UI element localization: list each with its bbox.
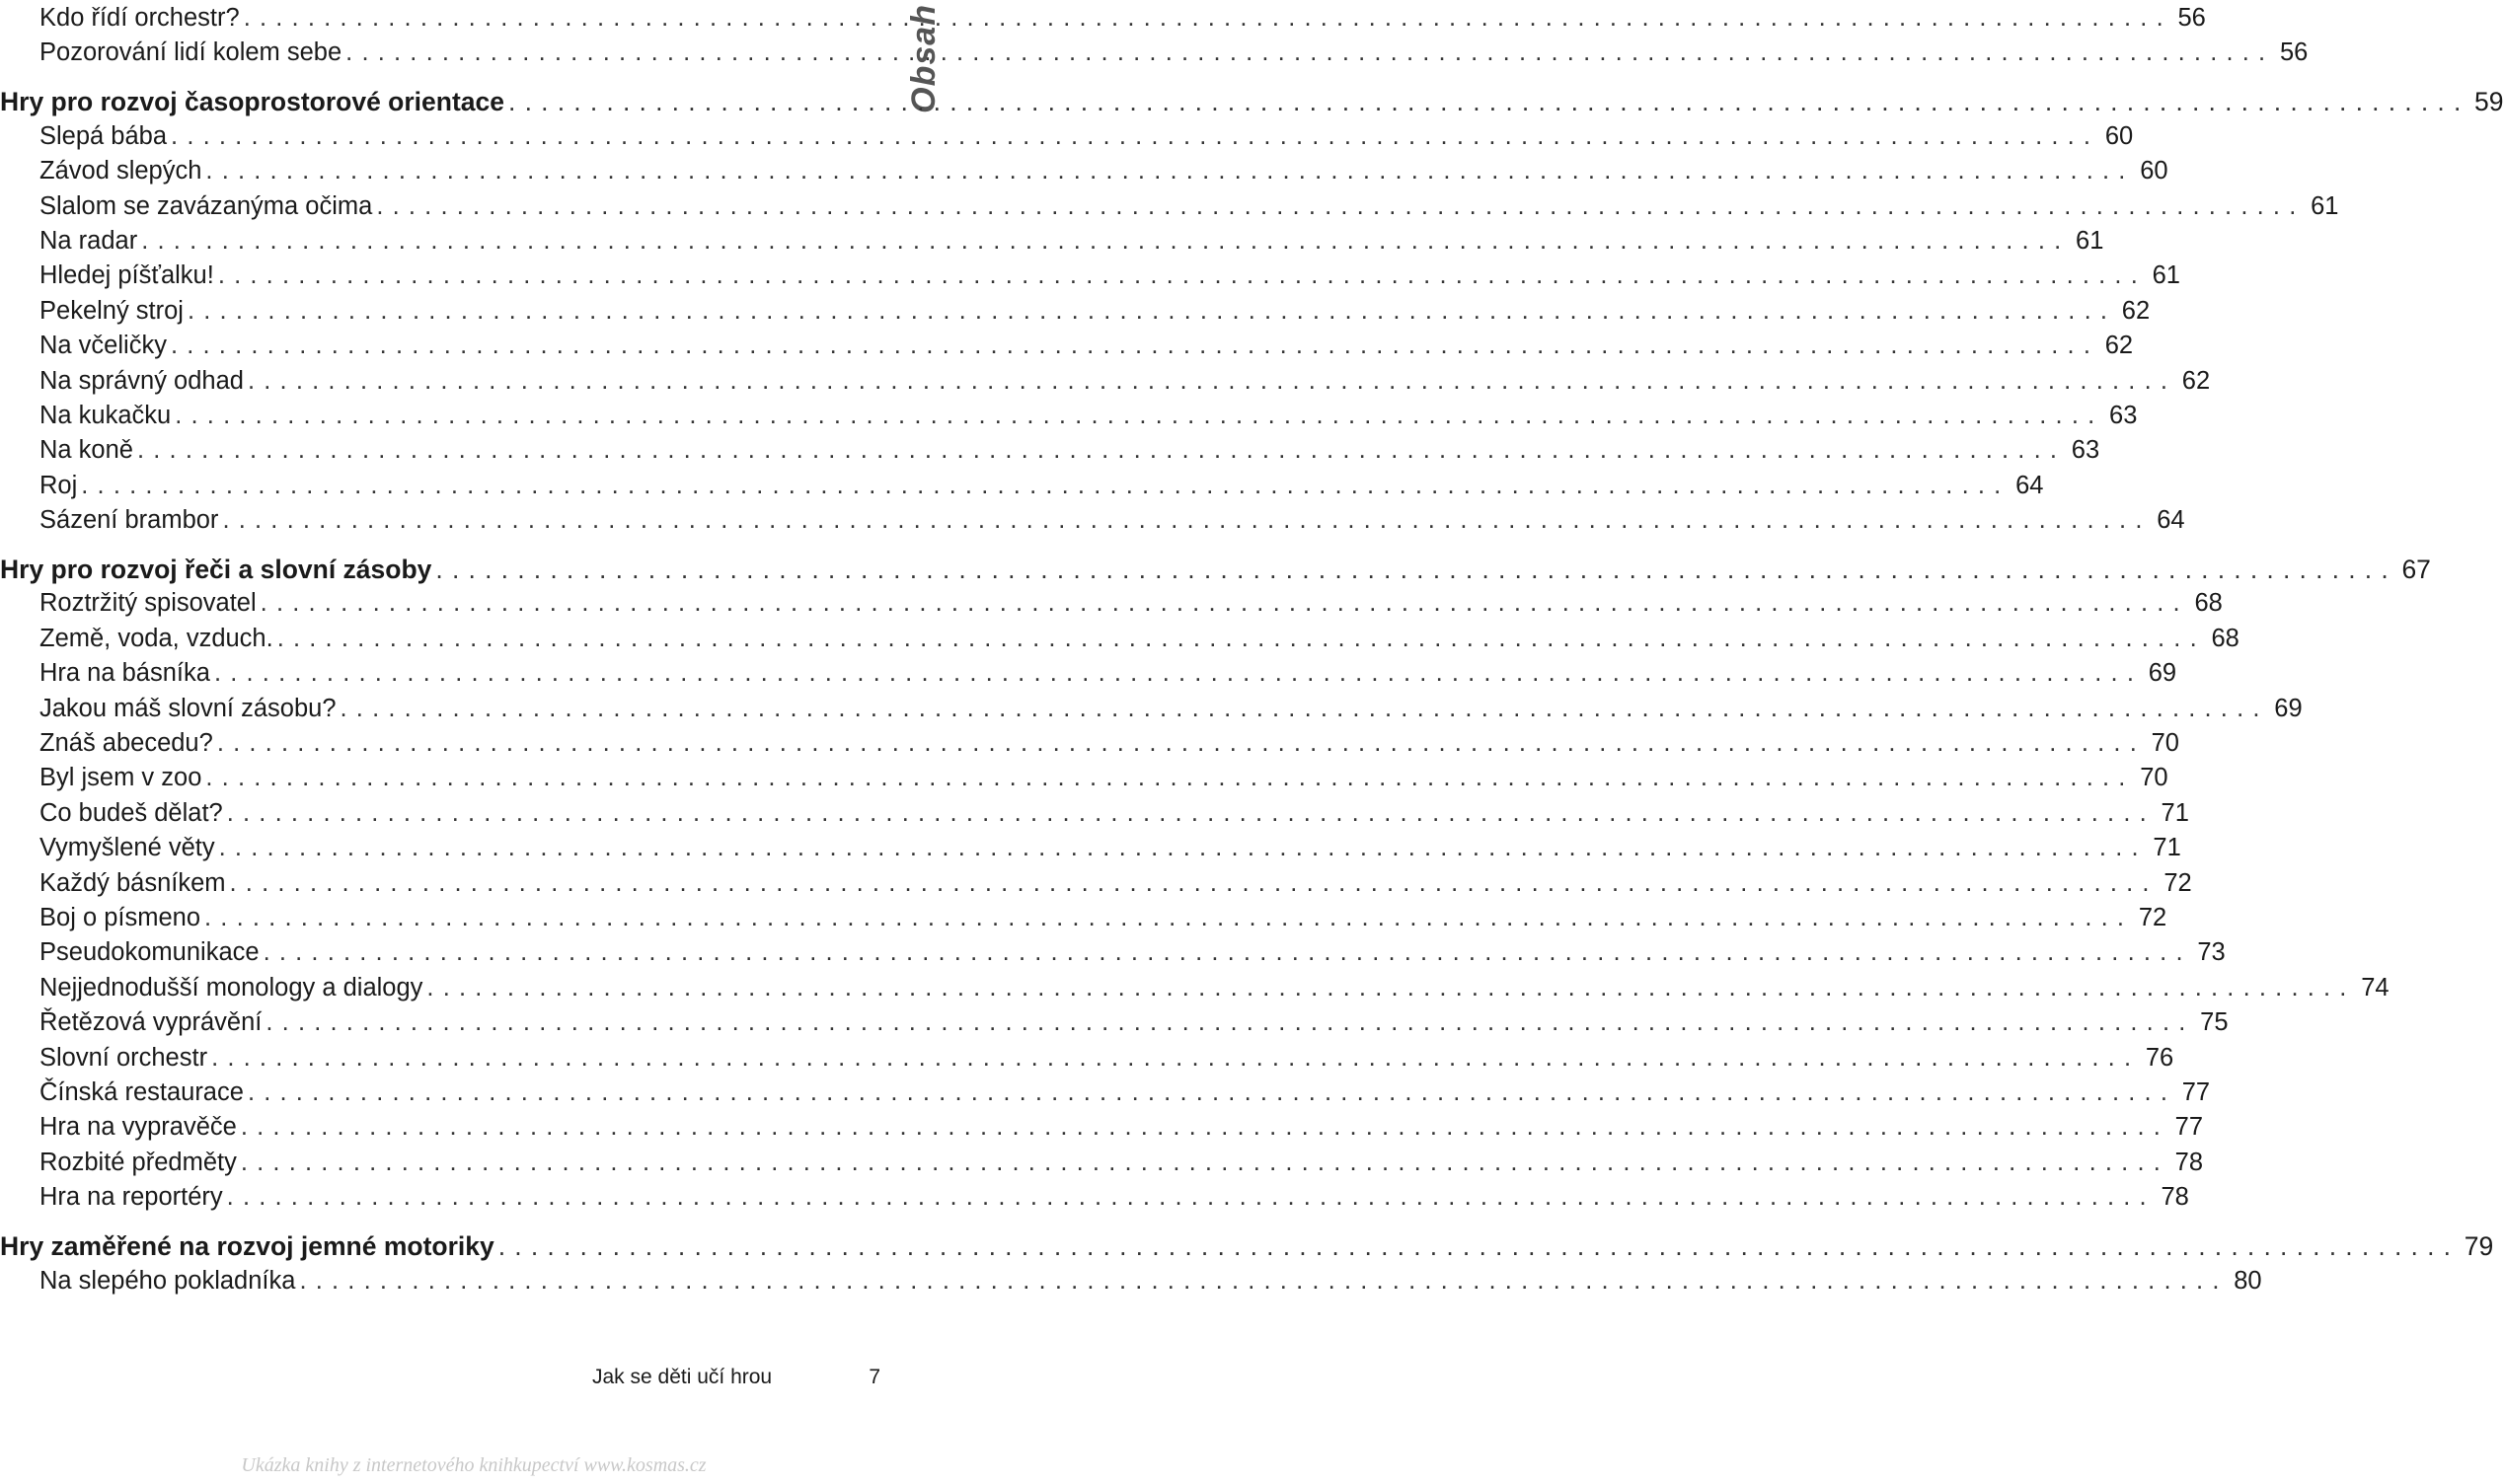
entry-title: Hra na reportéry xyxy=(39,1183,223,1212)
entry-title: Na koně xyxy=(39,436,133,465)
page-number: 79 xyxy=(2464,1231,2494,1262)
dot-leader: ........................................................................................................................ xyxy=(345,38,2275,67)
dot-leader: ........................................................................................................................ xyxy=(222,506,2152,535)
toc-entry xyxy=(0,621,2239,656)
toc-entry xyxy=(0,865,2192,901)
section-title: Hry pro rozvoj časoprostorové orientace xyxy=(0,87,505,117)
page-number: 63 xyxy=(2071,436,2100,465)
page-number: 62 xyxy=(2181,366,2211,395)
section-title: Hry pro rozvoj řeči a slovní zásoby xyxy=(0,555,432,584)
footer-page-number: 7 xyxy=(869,1366,880,1388)
entry-title: Každý básníkem xyxy=(39,868,226,897)
toc-entry xyxy=(0,363,2211,399)
dot-leader: ........................................................................................................................ xyxy=(508,87,2470,117)
page-number: 70 xyxy=(2151,729,2179,757)
entry-title: Jakou máš slovní zásobu? xyxy=(39,694,337,722)
dot-leader: ........................................................................................................................ xyxy=(376,191,2306,220)
entry-title: Čínská restaurace xyxy=(39,1078,244,1106)
toc-entry xyxy=(0,900,2167,935)
page-number: 61 xyxy=(2311,191,2339,220)
toc-section-heading xyxy=(0,84,2504,119)
dot-leader: ........................................................................................................................ xyxy=(243,4,2172,32)
toc-entry xyxy=(0,502,2185,538)
toc-entry xyxy=(0,328,2134,363)
page-number: 68 xyxy=(2194,589,2223,618)
dot-leader: ........................................................................................................................ xyxy=(136,436,2067,465)
dot-leader: ........................................................................................................................ xyxy=(260,589,2189,618)
watermark-text: Ukázka knihy z internetového knihkupectví www.kosmas.cz xyxy=(241,1454,707,1476)
dot-leader: ........................................................................................................................ xyxy=(247,1078,2177,1106)
entry-title: Pekelný stroj xyxy=(39,296,184,325)
toc-entry xyxy=(0,1109,2204,1145)
page-number: 64 xyxy=(2157,506,2185,535)
dot-leader: ........................................................................................................................ xyxy=(171,121,2100,150)
page-number: 76 xyxy=(2145,1043,2174,1072)
page-number: 59 xyxy=(2474,87,2504,117)
toc-section-heading xyxy=(0,552,2431,587)
dot-leader: ........................................................................................................................ xyxy=(263,938,2192,967)
toc-entry xyxy=(0,830,2181,865)
page-number: 78 xyxy=(2161,1183,2189,1212)
entry-title: Hra na vypravěče xyxy=(39,1113,237,1142)
toc-entry xyxy=(0,725,2179,761)
dot-leader: ........................................................................................................................ xyxy=(226,1183,2156,1212)
page-number: 77 xyxy=(2174,1113,2204,1142)
page-number: 62 xyxy=(2104,332,2134,360)
toc-entry xyxy=(0,188,2339,224)
toc-entry xyxy=(0,795,2189,831)
page-number: 74 xyxy=(2361,973,2390,1002)
entry-title: Na včeličky xyxy=(39,332,167,360)
dot-leader: ........................................................................................................................ xyxy=(299,1266,2229,1295)
entry-title: Roj xyxy=(39,471,78,499)
dot-leader: ........................................................................................................................ xyxy=(218,834,2148,862)
entry-title: Na kukačku xyxy=(39,401,172,429)
entry-title: Rozbité předměty xyxy=(39,1148,237,1176)
toc-entry xyxy=(0,1145,2204,1180)
dot-leader: ........................................................................................................................ xyxy=(497,1231,2461,1262)
page-number: 56 xyxy=(2279,38,2309,67)
page-number: 71 xyxy=(2153,834,2181,862)
page-number: 78 xyxy=(2174,1148,2204,1176)
entry-title: Roztržitý spisovatel xyxy=(39,589,257,618)
page-number: 60 xyxy=(2104,121,2134,150)
entry-title: Pseudokomunikace xyxy=(39,938,260,967)
page-number: 56 xyxy=(2177,4,2206,32)
toc-entry xyxy=(0,153,2168,188)
dot-leader: ........................................................................................................................ xyxy=(240,1113,2170,1142)
entry-title: Země, voda, vzduch. xyxy=(39,624,273,652)
entry-title: Hledej píšťalku! xyxy=(39,261,214,290)
page-footer xyxy=(592,1366,880,1389)
page-number: 80 xyxy=(2234,1266,2262,1295)
page-number: 67 xyxy=(2401,555,2431,584)
entry-title: Znáš abecedu? xyxy=(39,729,213,757)
entry-title: Co budeš dělat? xyxy=(39,798,223,827)
toc-entry xyxy=(0,655,2177,691)
page-number: 61 xyxy=(2152,261,2180,290)
page-number: 64 xyxy=(2015,471,2044,499)
toc-entry xyxy=(0,585,2223,621)
entry-title: Sázení brambor xyxy=(39,506,219,535)
toc-entry xyxy=(0,223,2104,259)
toc-entry xyxy=(0,691,2303,726)
entry-title: Nejjednodušší monology a dialogy xyxy=(39,973,423,1002)
toc-entry xyxy=(0,1263,2262,1298)
dot-leader: ........................................................................................................................ xyxy=(81,471,2011,499)
page-number: 70 xyxy=(2140,764,2168,792)
dot-leader: ........................................................................................................................ xyxy=(170,332,2100,360)
page-number: 72 xyxy=(2163,868,2192,897)
toc-entry xyxy=(0,0,2206,36)
section-title: Hry zaměřené na rozvoj jemné motoriky xyxy=(0,1231,494,1262)
dot-leader: ........................................................................................................................ xyxy=(226,798,2156,827)
entry-title: Boj o písmeno xyxy=(39,904,201,931)
page-number: 61 xyxy=(2076,226,2104,255)
dot-leader: ........................................................................................................................ xyxy=(205,764,2135,792)
page-number: 69 xyxy=(2274,694,2303,722)
toc-entry xyxy=(0,432,2100,468)
side-title: Obsah xyxy=(905,4,943,113)
page-number: 71 xyxy=(2161,798,2189,827)
dot-leader: ........................................................................................................................ xyxy=(217,261,2147,290)
toc-section-heading xyxy=(0,1228,2494,1264)
dot-leader: ........................................................................................................................ xyxy=(435,555,2397,584)
dot-leader: ........................................................................................................................ xyxy=(175,401,2104,429)
entry-title: Na radar xyxy=(39,226,138,255)
page-number: 63 xyxy=(2109,401,2138,429)
toc-entry xyxy=(0,1040,2174,1076)
dot-leader: ........................................................................................................................ xyxy=(247,366,2177,395)
toc-entry xyxy=(0,293,2151,329)
dot-leader: ........................................................................................................................ xyxy=(216,729,2146,757)
entry-title: Byl jsem v zoo xyxy=(39,764,202,792)
entry-title: Pozorování lidí kolem sebe xyxy=(39,38,342,67)
entry-title: Závod slepých xyxy=(39,157,202,186)
toc-entry xyxy=(0,35,2309,70)
page-number: 77 xyxy=(2181,1078,2211,1106)
toc-entry xyxy=(0,1179,2189,1215)
dot-leader: ........................................................................................................................ xyxy=(340,694,2269,722)
entry-title: Slovní orchestr xyxy=(39,1043,208,1072)
toc-entry xyxy=(0,1004,2229,1040)
entry-title: Vymyšlené věty xyxy=(39,834,215,862)
toc-entry xyxy=(0,468,2044,503)
toc-entry xyxy=(0,760,2168,795)
page-number: 72 xyxy=(2138,904,2167,931)
dot-leader: ........................................................................................................................ xyxy=(205,157,2135,186)
entry-title: Řetězová vyprávění xyxy=(39,1008,263,1037)
dot-leader: ........................................................................................................................ xyxy=(426,973,2356,1002)
toc-entry xyxy=(0,970,2390,1005)
page-number: 73 xyxy=(2197,938,2226,967)
dot-leader: ........................................................................................................................ xyxy=(204,904,2134,931)
entry-title: Slalom se zavázanýma očima xyxy=(39,191,373,220)
dot-leader: ........................................................................................................................ xyxy=(229,868,2159,897)
dot-leader: ........................................................................................................................ xyxy=(211,1043,2141,1072)
page-number: 75 xyxy=(2200,1008,2229,1037)
toc-entry xyxy=(0,1075,2211,1110)
entry-title: Slepá bába xyxy=(39,121,168,150)
dot-leader: ........................................................................................................................ xyxy=(240,1148,2170,1176)
page-number: 68 xyxy=(2211,624,2239,652)
entry-title: Na slepého pokladníka xyxy=(39,1266,296,1295)
page-number: 62 xyxy=(2121,296,2151,325)
entry-title: Kdo řídí orchestr? xyxy=(39,4,240,32)
entry-title: Na správný odhad xyxy=(39,366,244,395)
toc-entry xyxy=(0,118,2134,154)
page-number: 69 xyxy=(2148,659,2177,688)
dot-leader: ........................................................................................................................ xyxy=(276,624,2206,652)
dot-leader: ........................................................................................................................ xyxy=(213,659,2144,688)
toc-entry xyxy=(0,934,2226,970)
entry-title: Hra na básníka xyxy=(39,659,210,688)
footer-book-title: Jak se děti učí hrou xyxy=(592,1366,773,1388)
toc-entry xyxy=(0,258,2180,293)
page-number: 60 xyxy=(2140,157,2168,186)
dot-leader: ........................................................................................................................ xyxy=(141,226,2071,255)
dot-leader: ........................................................................................................................ xyxy=(266,1008,2195,1037)
toc-entry xyxy=(0,398,2138,433)
dot-leader: ........................................................................................................................ xyxy=(187,296,2117,325)
